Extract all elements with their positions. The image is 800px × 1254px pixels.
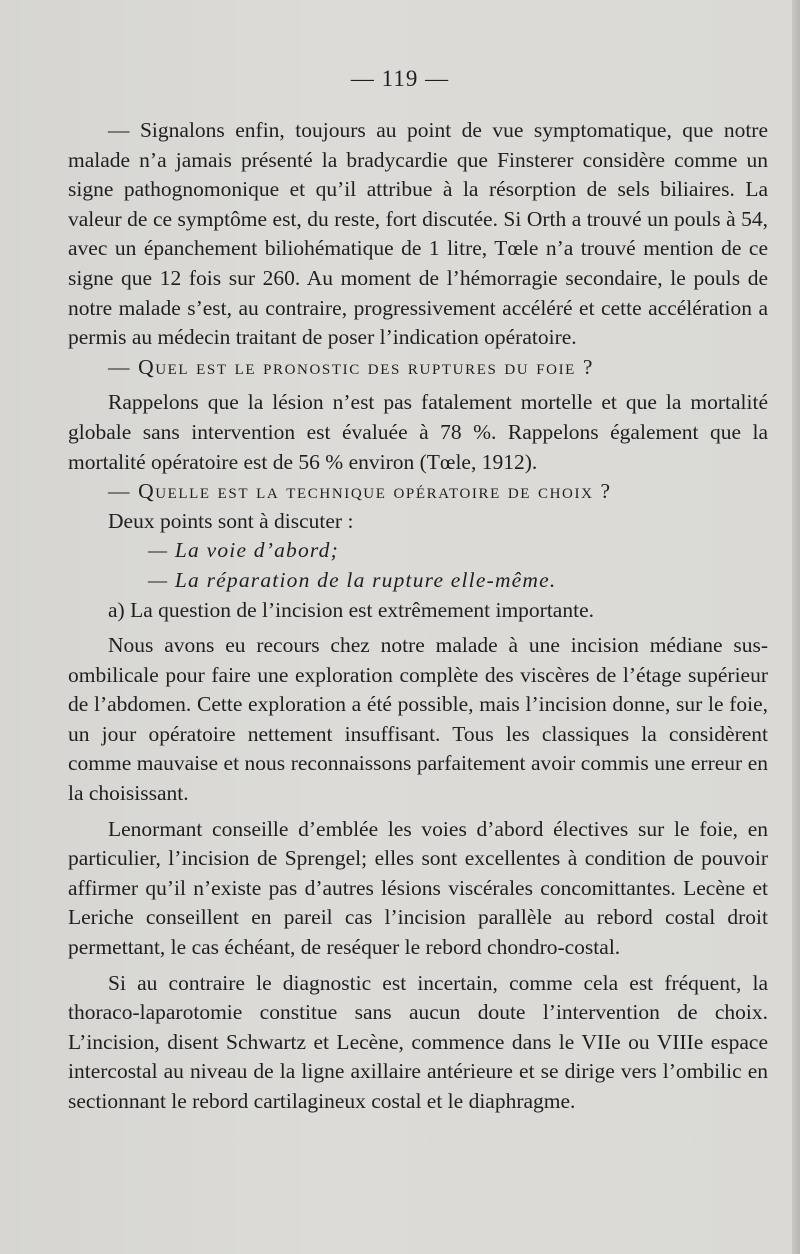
paragraph-deux-points: Deux points sont à discuter : [108,508,354,533]
page-number: — 119 — [350,66,450,91]
paragraph-exploration: Nous avons eu recours chez notre malade à une incision médiane sus-ombilicale pour faire une exploration complète des viscères de l’étage supérieur de l’abdomen. Cette exploration a été possible, mais l’incision donne, sur le foie, un jour opératoire nettement insuffisant. Tous les classiques la considèrent comme mauvaise et nous reconnaissons parfaitement avoir commis une erreur en la choisissant. [68,633,768,806]
page-edge [792,0,800,1254]
paragraph-incision: a) La question de l’incision est extrêmement importante. [108,597,594,622]
paragraph-bradycardie: — Signalons enfin, toujours au point de vue symptomatique, que notre malade n’a jamais présenté la bradycardie que Finsterer considère comme un signe pathognomonique et qu’il attribue à la résorption de sels biliaires. La valeur de ce symptôme est, du reste, fort discutée. Si Orth a trouvé un pouls à 54, avec un épanchement biliohématique de 1 litre, Tœle n’a trouvé mention de ce signe que 12 fois sur 260. Au moment de l’hémorragie secondaire, le pouls de notre malade s’est, au contraire, progressivement accéléré et cette accélération a permis au médecin traitant de poser l’indication opératoire. [68,118,768,350]
list-item-voie: — La voie d’abord; [148,538,339,563]
heading-pronostic: — Quel est le pronostic des ruptures du foie ? [108,354,595,379]
paragraph-lenormant: Lenormant conseille d’emblée les voies d’abord électives sur le foie, en particulier, l’incision de Sprengel; elles sont excellentes à condition de pouvoir affirmer qu’il n’existe pas d’autres lésions viscérales concomittantes. Lecène et Leriche conseillent en pareil cas l’incision parallèle au rebord costal droit permettant, le cas échéant, de reséquer le rebord chondro-costal. [68,816,768,960]
list-item-reparation: — La réparation de la rupture elle-même. [148,567,557,592]
paragraph-mortalite: Rappelons que la lésion n’est pas fatalement mortelle et que la mortalité globale sans intervention est évaluée à 78 %. Rappelons également que la mortalité opératoire est de 56 % environ (Tœle, 1912). [68,390,768,474]
paragraph-thoraco: Si au contraire le diagnostic est incertain, comme cela est fréquent, la thoraco-laparotomie constitue sans aucun doute l’intervention de choix. L’incision, disent Schwartz et Lecène, commence dans le VIIe ou VIIIe espace intercostal au niveau de la ligne axillaire antérieure et se dirige vers l’ombilic en sectionnant le rebord cartilagineux costal et le diaphragme. [68,970,768,1113]
heading-technique: — Quelle est la technique opératoire de choix ? [108,479,612,504]
body-text [68,116,768,1117]
